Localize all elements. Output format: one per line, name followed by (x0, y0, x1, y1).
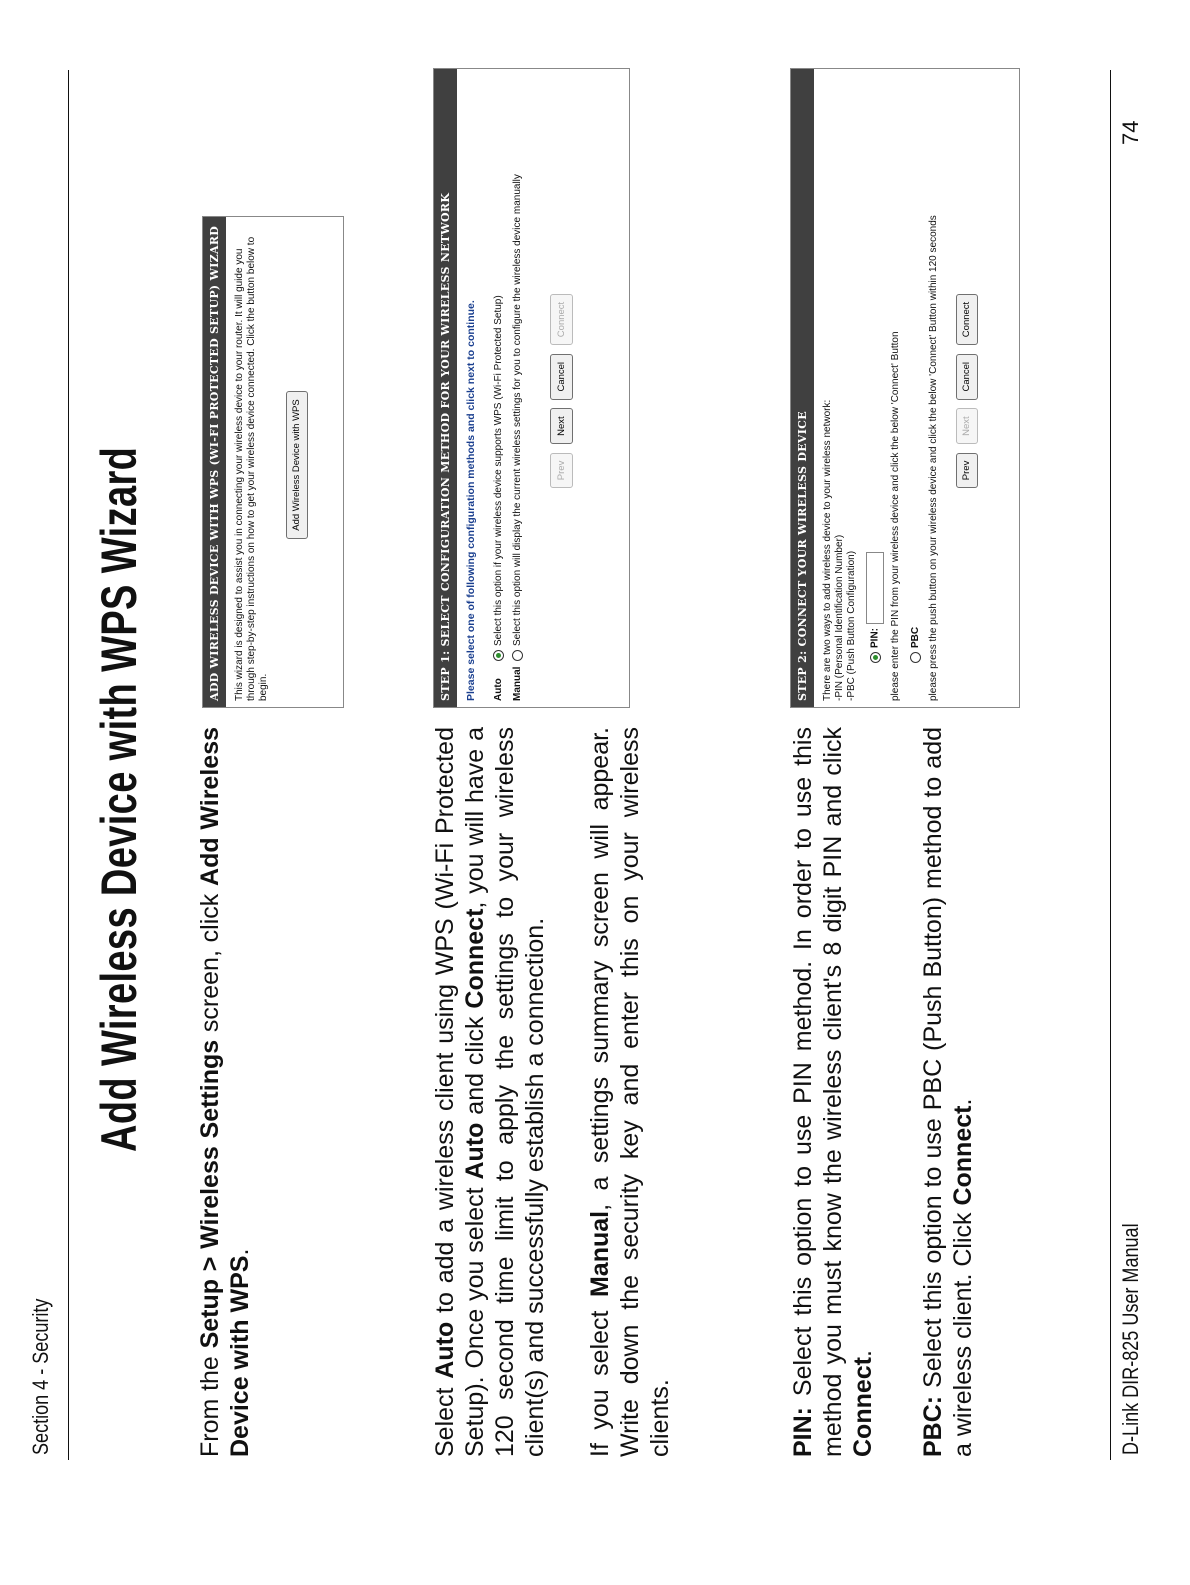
pbc-label: PBC (910, 626, 922, 648)
pbc-paragraph: PBC: Select this option to use PBC (Push Button) method to add a wireless client. Click Connect. (919, 727, 977, 1457)
manual-description: Select this option will display the current wireless settings for you to configure the wireless device manually (512, 174, 523, 646)
next-button[interactable]: Next (550, 408, 573, 444)
step1-intro: Please select one of following configuration methods and click next to continue. (465, 300, 477, 701)
auto-label: Auto (493, 678, 504, 701)
footer-manual-title: D-Link DIR-825 User Manual (1118, 1223, 1143, 1455)
auto-radio[interactable] (493, 650, 504, 661)
pin-label: PIN: (869, 628, 881, 648)
step1-header: STEP 1: SELECT CONFIGURATION METHOD FOR YOUR WIRELESS NETWORK (434, 69, 457, 707)
cancel-button[interactable]: Cancel (550, 354, 573, 400)
header-rule (68, 70, 69, 1460)
prev-button[interactable]: Prev (550, 453, 573, 489)
step1-panel (433, 68, 630, 708)
step2-next-button[interactable]: Next (956, 408, 978, 444)
step2-connect-button[interactable]: Connect (956, 294, 978, 345)
add-wireless-device-button[interactable]: Add Wireless Device with WPS (286, 391, 308, 538)
manual-radio[interactable] (512, 650, 523, 661)
pin-note: please enter the PIN from your wireless device and click the below 'Connect' Button (890, 331, 901, 701)
connect-button[interactable]: Connect (550, 294, 573, 345)
step2-panel (790, 68, 1020, 708)
manual-paragraph: If you select Manual, a settings summary screen will appear. Write down the security key and enter this on your wireless clients. (586, 727, 674, 1457)
manual-option[interactable] (511, 75, 524, 701)
auto-description: Select this option if your wireless device supports WPS (Wi-Fi Protected Setup) (493, 295, 504, 646)
pbc-option[interactable] (910, 75, 922, 667)
page-title: Add Wireless Device with WPS Wizard (91, 446, 147, 1152)
manual-label: Manual (512, 666, 523, 701)
auto-paragraph: Select Auto to add a wireless client using WPS (Wi-Fi Protected Setup). Once you select Auto and click Connect, you will have a 120 second time limit to apply the settings to your wireless client(s) and successfully establish a connection. (431, 727, 549, 1457)
footer-rule (1110, 70, 1111, 1460)
step2-prev-button[interactable]: Prev (956, 453, 978, 489)
pin-radio[interactable] (870, 652, 881, 663)
wps-wizard-panel (202, 216, 344, 708)
pin-paragraph: PIN: Select this option to use PIN method. In order to use this method you must know the wireless client's 8 digit PIN and click Connect. (789, 727, 877, 1457)
intro-paragraph: From the Setup > Wireless Settings screen, click Add Wireless Device with WPS. (196, 727, 254, 1457)
auto-option[interactable] (492, 75, 505, 701)
section-label: Section 4 - Security (28, 1298, 53, 1455)
pbc-radio[interactable] (910, 652, 921, 663)
page-number: 74 (1118, 120, 1143, 145)
pin-input[interactable] (866, 552, 884, 624)
pin-option[interactable] (866, 75, 884, 667)
wps-wizard-description: This wizard is designed to assist you in connecting your wireless device to your router. It will guide you through step-by-step instructions on how to get your wireless device connected. Click the button below to begin. (234, 236, 269, 701)
wps-wizard-header: ADD WIRELESS DEVICE WITH WPS (WI-FI PROTECTED SETUP) WIZARD (203, 217, 226, 707)
step2-line-2: -PIN (Personal Identification Number) (834, 534, 845, 701)
pbc-note: please press the push button on your wireless device and click the below 'Connect' Button within 120 seconds (928, 215, 940, 701)
step2-cancel-button[interactable]: Cancel (956, 354, 978, 400)
step2-header: STEP 2: CONNECT YOUR WIRELESS DEVICE (791, 69, 814, 707)
step2-line-1: There are two ways to add wireless device to your wireless network: (822, 399, 833, 701)
step2-line-3: -PBC (Push Button Configuration) (846, 550, 857, 701)
